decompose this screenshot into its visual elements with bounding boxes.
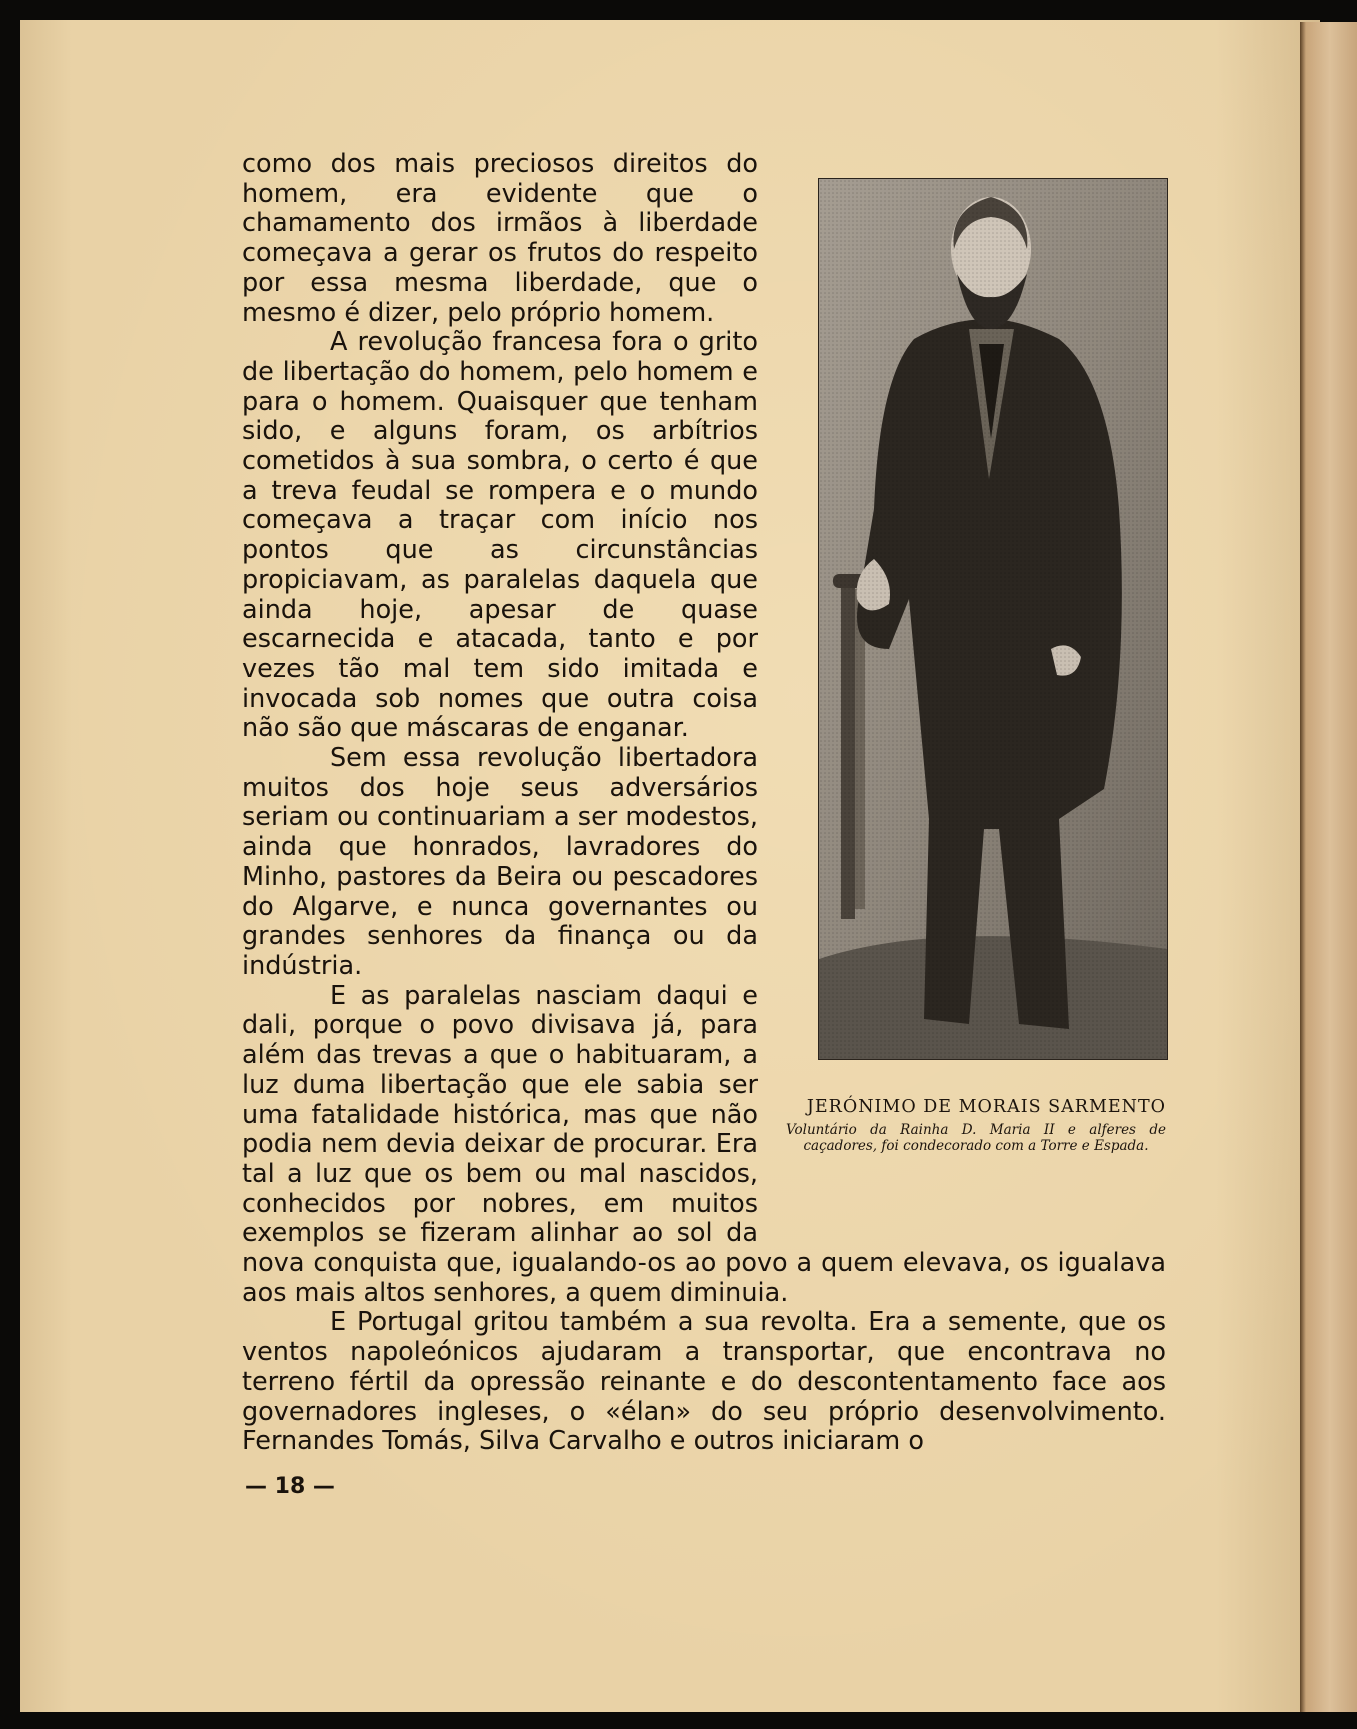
page-number: — 18 —: [245, 1474, 335, 1499]
adjacent-page-edge: [1300, 22, 1357, 1712]
caption-text: Voluntário da Rainha D. Maria II e alferes de caçadores, foi condecorado com a Torre e Espada.: [786, 1122, 1166, 1154]
portrait-illustration: [819, 179, 1167, 1059]
article-body: [242, 150, 1166, 1457]
portrait-figure: [776, 154, 1166, 1224]
paragraph: E Portugal gritou também a sua revolta. Era a semente, que os ventos napoleónicos ajudaram a transportar, que encontrava no terreno fértil da opressão reinante e do descontentamento face aos governadores ingleses, o «élan» do seu próprio desenvolvimento. Fernandes Tomás, Silva Carvalho e outros iniciaram o: [242, 1307, 1166, 1457]
paragraph: Sem essa revolução libertadora muitos dos hoje seus adversários seriam ou continuariam a ser modestos, ainda que honrados, lavradores do Minho, pastores da Beira ou pescadores do Algarve, e nunca governantes ou grandes senhores da finança ou da indústria.: [242, 743, 758, 981]
caption-title: JERÓNIMO DE MORAIS SARMENTO: [806, 1097, 1166, 1117]
portrait-photo: [818, 178, 1168, 1060]
paragraph: E as paralelas nasciam daqui e dali, porque o povo divisava já, para além das trevas a que o habituaram, a luz duma libertação que ele sabia ser uma fatalidade histórica, mas que não podia nem devia deixar de procurar. Era tal a luz que os bem ou mal nascidos, conhecidos por nobres, em muitos exemplos se fizeram alinhar ao sol da nova conquista que, igualando-os ao povo a quem elevava, os igualava aos mais altos senhores, a quem diminuia.: [242, 980, 1166, 1308]
paragraph: como dos mais preciosos direitos do homem, era evidente que o chamamento dos irmãos à liberdade começava a gerar os frutos do respeito por essa mesma liberdade, que o mesmo é dizer, pelo próprio homem.: [242, 149, 758, 328]
figure-caption: [776, 1096, 1166, 1154]
paragraph: A revolução francesa fora o grito de libertação do homem, pelo homem e para o homem. Quaisquer que tenham sido, e alguns foram, os arbítrios cometidos à sua sombra, o certo é que a treva feudal se rompera e o mundo começava a traçar com início nos pontos que as circunstâncias propiciavam, as paralelas daquela que ainda hoje, apesar de quase escarnecida e atacada, tanto e por vezes tão mal tem sido imitada e invocada sob nomes que outra coisa não são que máscaras de enganar.: [242, 327, 758, 744]
